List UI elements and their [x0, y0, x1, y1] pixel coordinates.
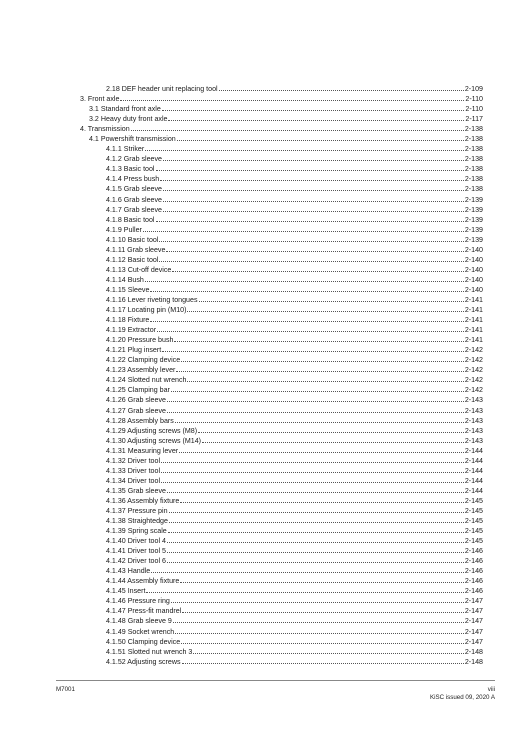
toc-leader-dots [174, 335, 463, 342]
toc-leader-dots [199, 295, 464, 302]
toc-entry-title: 4.1.40 Driver tool 4 [106, 537, 166, 546]
toc-entry-page: 2-143 [464, 396, 483, 405]
toc-entry-page: 2-144 [464, 456, 483, 465]
toc-entry[interactable] [80, 606, 483, 616]
toc-leader-dots [161, 456, 464, 463]
toc-entry-page: 2-142 [464, 386, 483, 395]
toc-leader-dots [163, 195, 464, 202]
toc-entry[interactable] [80, 526, 483, 536]
toc-leader-dots [182, 606, 464, 613]
toc-entry[interactable] [80, 586, 483, 596]
toc-entry-title: 3.2 Heavy duty front axle [89, 115, 168, 124]
toc-entry-page: 2-146 [464, 577, 483, 586]
toc-entry[interactable] [80, 225, 483, 235]
toc-entry[interactable] [80, 365, 483, 375]
toc-entry[interactable] [80, 174, 483, 184]
footer-model: M7001 [56, 686, 75, 693]
toc-entry[interactable] [80, 476, 483, 486]
toc-entry-title: 4.1.20 Pressure bush [106, 336, 174, 345]
toc-entry-title: 4.1.3 Basic tool [106, 165, 155, 174]
toc-entry-title: 4.1.34 Driver tool [106, 476, 161, 485]
toc-entry-page: 2-145 [464, 517, 483, 526]
toc-entry[interactable] [80, 616, 483, 626]
toc-entry-page: 2-144 [464, 486, 483, 495]
toc-leader-dots [167, 486, 464, 493]
toc-entry-title: 4.1.5 Grab sleeve [106, 185, 162, 194]
toc-entry-page: 2-138 [464, 145, 483, 154]
toc-leader-dots [169, 506, 464, 513]
toc-entry[interactable] [80, 235, 483, 245]
footer-issued: KiSC issued 09, 2020 A [429, 694, 495, 701]
toc-entry-title: 4.1.9 Puller [106, 225, 142, 234]
toc-entry-title: 4.1.6 Grab sleeve [106, 195, 162, 204]
toc-entry[interactable] [80, 576, 483, 586]
toc-entry-title: 3.1 Standard front axle [89, 105, 161, 114]
toc-entry[interactable] [80, 164, 483, 174]
toc-entry-page: 2-140 [464, 255, 483, 264]
toc-entry[interactable] [80, 436, 483, 446]
toc-leader-dots [202, 436, 464, 443]
toc-entry[interactable] [80, 395, 483, 405]
toc-entry-title: 4.1.2 Grab sleeve [106, 155, 162, 164]
toc-entry-page: 2-138 [464, 155, 483, 164]
toc-leader-dots [156, 164, 464, 171]
toc-leader-dots [156, 215, 464, 222]
toc-entry-page: 2-145 [464, 537, 483, 546]
toc-leader-dots [162, 104, 465, 111]
toc-leader-dots [168, 114, 464, 121]
toc-entry[interactable] [80, 184, 483, 194]
toc-leader-dots [193, 647, 463, 654]
toc-leader-dots [180, 496, 464, 503]
toc-entry[interactable] [80, 215, 483, 225]
toc-leader-dots [151, 566, 464, 573]
toc-entry-page: 2-140 [464, 285, 483, 294]
toc-entry-title: 4.1.30 Adjusting screws (M14) [106, 436, 202, 445]
toc-entry-title: 4.1.47 Press-fit mandrel [106, 607, 182, 616]
toc-leader-dots [157, 325, 464, 332]
toc-leader-dots [171, 596, 464, 603]
toc-entry-title: 4.1.41 Driver tool 5 [106, 547, 166, 556]
toc-leader-dots [175, 416, 464, 423]
toc-entry-page: 2-147 [464, 607, 483, 616]
toc-entry[interactable] [80, 426, 483, 436]
toc-leader-dots [177, 134, 464, 141]
toc-entry-page: 2-145 [464, 496, 483, 505]
toc-leader-dots [159, 255, 463, 262]
toc-entry-page: 2-139 [464, 205, 483, 214]
toc-entry[interactable] [80, 496, 483, 506]
toc-entry-title: 4.1.12 Basic tool [106, 255, 159, 264]
toc-entry[interactable] [80, 536, 483, 546]
toc-entry-title: 4.1.36 Assembly fixture [106, 496, 180, 505]
toc-entry[interactable] [80, 416, 483, 426]
toc-entry-page: 2-140 [464, 275, 483, 284]
toc-entry[interactable] [80, 124, 483, 134]
toc-entry[interactable] [80, 114, 483, 124]
toc-leader-dots [168, 526, 464, 533]
toc-leader-dots [181, 637, 464, 644]
toc-leader-dots [163, 184, 464, 191]
toc-leader-dots [219, 84, 464, 91]
toc-leader-dots [181, 355, 464, 362]
toc-entry[interactable] [80, 446, 483, 456]
toc-leader-dots [176, 365, 463, 372]
toc-leader-dots [169, 516, 464, 523]
toc-entry-title: 4.1.50 Clamping device [106, 637, 181, 646]
toc-leader-dots [182, 657, 464, 664]
toc-entry[interactable] [80, 647, 483, 657]
footer-page-number: viii [487, 686, 495, 693]
toc-leader-dots [150, 285, 463, 292]
toc-leader-dots [166, 245, 463, 252]
toc-leader-dots [120, 94, 464, 101]
toc-entry[interactable] [80, 385, 483, 395]
toc-entry-page: 2-110 [465, 105, 483, 114]
toc-entry[interactable] [80, 285, 483, 295]
footer-info [430, 686, 495, 702]
toc-leader-dots [167, 395, 464, 402]
toc-entry-title: 4.1.10 Basic tool [106, 235, 159, 244]
toc-entry[interactable] [80, 637, 483, 647]
toc-entry[interactable] [80, 546, 483, 556]
toc-leader-dots [145, 144, 464, 151]
toc-entry[interactable] [80, 305, 483, 315]
toc-entry-page: 2-138 [464, 125, 483, 134]
toc-entry-page: 2-139 [464, 225, 483, 234]
toc-leader-dots [187, 375, 463, 382]
toc-entry-page: 2-148 [464, 657, 483, 666]
toc-entry-page: 2-138 [464, 135, 483, 144]
toc-entry-page: 2-109 [464, 85, 483, 93]
toc-entry-title: 4.1.25 Clamping bar [106, 386, 170, 395]
toc-entry[interactable] [80, 566, 483, 576]
toc-entry-page: 2-147 [464, 627, 483, 636]
toc-entry-title: 2.18 DEF header unit replacing tool [106, 85, 218, 93]
toc-leader-dots [167, 536, 464, 543]
toc-leader-dots [179, 446, 464, 453]
toc-entry-title: 4.1.4 Press bush [106, 175, 160, 184]
footer-rule [56, 680, 495, 681]
toc-entry-title: 4.1.52 Adjusting screws [106, 657, 181, 666]
toc-entry-page: 2-138 [464, 165, 483, 174]
toc-entry-page: 2-144 [464, 446, 483, 455]
toc-entry-title: 4.1.24 Slotted nut wrench [106, 376, 187, 385]
toc-entry-page: 2-143 [464, 416, 483, 425]
toc-entry[interactable] [80, 627, 483, 637]
toc-entry-title: 4.1.13 Cut-off device [106, 265, 172, 274]
toc-entry-page: 2-110 [465, 95, 483, 104]
toc-entry-page: 2-138 [464, 185, 483, 194]
toc-entry-page: 2-146 [464, 567, 483, 576]
toc-entry[interactable] [80, 335, 483, 345]
toc-leader-dots [161, 476, 464, 483]
toc-entry-page: 2-138 [464, 175, 483, 184]
toc-entry[interactable] [80, 275, 483, 285]
toc-entry-page: 2-139 [464, 215, 483, 224]
toc-entry-page: 2-139 [464, 195, 483, 204]
toc-entry[interactable] [80, 596, 483, 606]
toc-entry-title: 4.1.37 Pressure pin [106, 506, 168, 515]
toc-entry[interactable] [80, 295, 483, 305]
toc-entry-title: 4.1.42 Driver tool 6 [106, 557, 166, 566]
toc-entry[interactable] [80, 406, 483, 416]
toc-entry-title: 4.1.35 Grab sleeve [106, 486, 166, 495]
toc-entry-title: 4.1.23 Assembly lever [106, 366, 176, 375]
toc-entry-page: 2-143 [464, 426, 483, 435]
toc-entry-title: 4.1.28 Assembly bars [106, 416, 174, 425]
toc-leader-dots [171, 385, 464, 392]
toc-leader-dots [172, 265, 464, 272]
toc-entry-title: 4.1.8 Basic tool [106, 215, 155, 224]
toc-entry[interactable] [80, 94, 483, 104]
toc-entry-title: 4.1.11 Grab sleeve [106, 245, 166, 254]
toc-entry[interactable] [80, 345, 483, 355]
toc-entry-page: 2-147 [464, 597, 483, 606]
toc-leader-dots [163, 205, 464, 212]
toc-entry[interactable] [80, 486, 483, 496]
toc-leader-dots [143, 225, 464, 232]
toc-entry-title: 4.1.7 Grab sleeve [106, 205, 162, 214]
toc-leader-dots [131, 124, 464, 131]
toc-entry-title: 4.1.19 Extractor [106, 326, 157, 335]
toc-entry-page: 2-117 [465, 115, 483, 124]
toc-entry-page: 2-139 [464, 235, 483, 244]
toc-entry-title: 4.1.32 Driver tool [106, 456, 161, 465]
toc-entry[interactable] [80, 375, 483, 385]
toc-leader-dots [187, 305, 463, 312]
toc-entry[interactable] [80, 134, 483, 144]
toc-entry-title: 4.1.27 Grab sleeve [106, 406, 166, 415]
toc-entry-page: 2-146 [464, 587, 483, 596]
toc-entry-title: 4.1.38 Straightedge [106, 517, 168, 526]
toc-entry-title: 4.1.45 Insert [106, 587, 146, 596]
toc-entry-page: 2-142 [464, 366, 483, 375]
toc-entry[interactable] [80, 245, 483, 255]
toc-entry[interactable] [80, 325, 483, 335]
toc-entry[interactable] [80, 355, 483, 365]
toc-entry-page: 2-140 [464, 245, 483, 254]
toc-leader-dots [150, 315, 463, 322]
toc-entry-page: 2-141 [464, 316, 483, 325]
toc-entry-page: 2-140 [464, 265, 483, 274]
toc-entry-title: 4.1.46 Pressure ring [106, 597, 170, 606]
toc-entry-page: 2-146 [464, 547, 483, 556]
toc-entry-title: 3. Front axle [80, 95, 120, 104]
toc-entry-page: 2-144 [464, 466, 483, 475]
toc-entry-page: 2-143 [464, 436, 483, 445]
toc-entry[interactable] [80, 506, 483, 516]
toc-entry[interactable] [80, 104, 483, 114]
toc-entry-title: 4. Transmission [80, 125, 130, 134]
toc-leader-dots [162, 345, 464, 352]
toc-entry-page: 2-141 [464, 326, 483, 335]
toc-entry-title: 4.1.21 Plug insert [106, 346, 162, 355]
toc-entry[interactable] [80, 456, 483, 466]
toc-leader-dots [167, 406, 464, 413]
toc-entry-page: 2-145 [464, 527, 483, 536]
toc-leader-dots [167, 546, 464, 553]
toc-entry-page: 2-141 [464, 306, 483, 315]
toc-entry-title: 4.1.31 Measuring lever [106, 446, 179, 455]
toc-entry-page: 2-142 [464, 346, 483, 355]
toc-leader-dots [198, 426, 464, 433]
toc-entry[interactable] [80, 516, 483, 526]
toc-leader-dots [167, 556, 464, 563]
toc-entry[interactable] [80, 265, 483, 275]
toc-entry-title: 4.1.44 Assembly fixture [106, 577, 180, 586]
toc-leader-dots [145, 275, 464, 282]
toc-entry[interactable] [80, 84, 483, 94]
toc-entry-page: 2-144 [464, 476, 483, 485]
toc-entry-page: 2-145 [464, 506, 483, 515]
toc-entry-page: 2-148 [464, 647, 483, 656]
toc-leader-dots [163, 154, 464, 161]
toc-leader-dots [160, 174, 464, 181]
toc-entry-page: 2-142 [464, 356, 483, 365]
toc-entry[interactable] [80, 144, 483, 154]
toc-leader-dots [161, 466, 464, 473]
toc-entry-title: 4.1.15 Sleeve [106, 285, 150, 294]
toc-entry-title: 4.1.33 Driver tool [106, 466, 161, 475]
toc-leader-dots [159, 235, 463, 242]
toc-leader-dots [175, 627, 464, 634]
toc-entry-title: 4.1.14 Bush [106, 275, 144, 284]
toc-entry-title: 4.1.22 Clamping device [106, 356, 181, 365]
toc-entry-title: 4.1.17 Locating pin (M10) [106, 306, 187, 315]
toc-entry-title: 4.1.29 Adjusting screws (M8) [106, 426, 198, 435]
toc-entry-page: 2-146 [464, 557, 483, 566]
toc-entry[interactable] [80, 154, 483, 164]
toc-entry[interactable] [80, 466, 483, 476]
toc-entry-page: 2-141 [464, 295, 483, 304]
toc-entry-title: 4.1.48 Grab sleeve 9 [106, 617, 172, 626]
toc-entry-page: 2-147 [464, 637, 483, 646]
toc-entry[interactable] [80, 205, 483, 215]
toc-entry-title: 4.1.43 Handle [106, 567, 151, 576]
table-of-contents [80, 84, 483, 667]
toc-entry-title: 4.1 Powershift transmission [89, 135, 176, 144]
toc-entry[interactable] [80, 195, 483, 205]
toc-entry-page: 2-142 [464, 376, 483, 385]
toc-entry-title: 4.1.1 Striker [106, 145, 145, 154]
toc-entry-page: 2-143 [464, 406, 483, 415]
toc-entry-title: 4.1.18 Fixture [106, 316, 150, 325]
toc-leader-dots [180, 576, 464, 583]
toc-entry[interactable] [80, 315, 483, 325]
toc-entry[interactable] [80, 255, 483, 265]
toc-leader-dots [146, 586, 463, 593]
toc-entry-page: 2-141 [464, 336, 483, 345]
toc-entry[interactable] [80, 556, 483, 566]
toc-entry[interactable] [80, 657, 483, 667]
toc-leader-dots [173, 616, 464, 623]
toc-entry-title: 4.1.26 Grab sleeve [106, 396, 166, 405]
toc-entry-title: 4.1.51 Slotted nut wrench 3 [106, 647, 193, 656]
toc-entry-title: 4.1.39 Spring scale [106, 527, 167, 536]
toc-entry-page: 2-147 [464, 617, 483, 626]
toc-entry-title: 4.1.16 Lever riveting tongues [106, 295, 198, 304]
toc-entry-title: 4.1.49 Socket wrench [106, 627, 175, 636]
